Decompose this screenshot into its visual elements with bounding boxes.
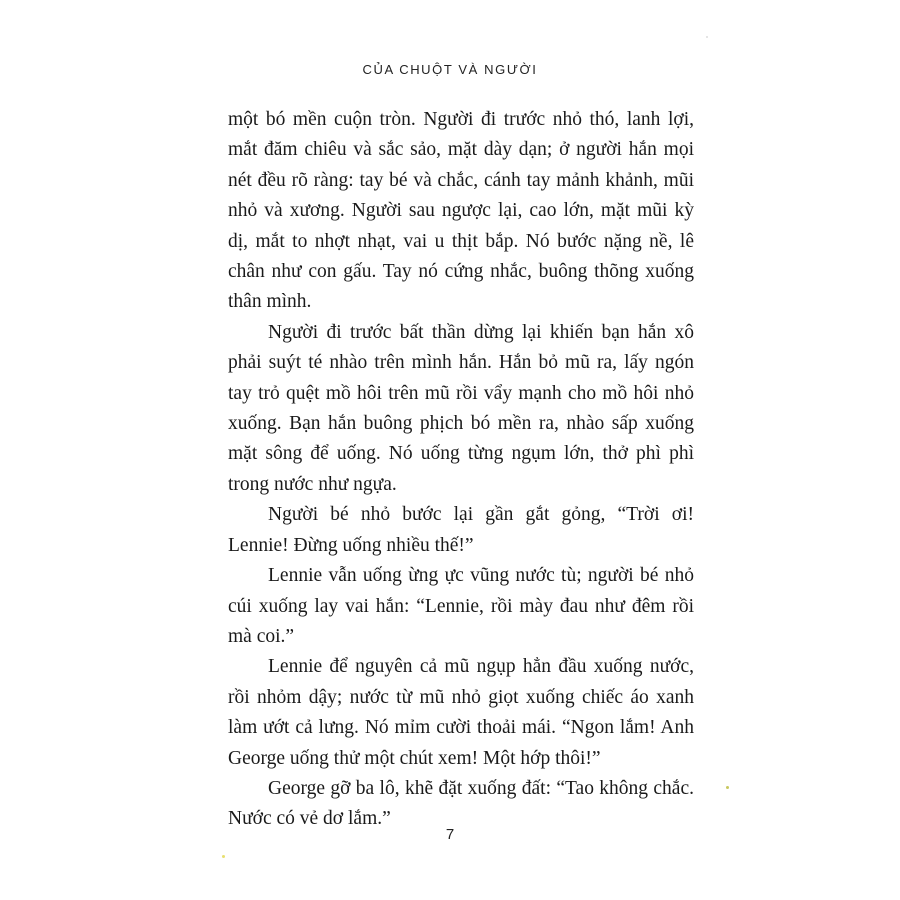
paper-speck <box>726 786 729 789</box>
paragraph-3: Người bé nhỏ bước lại gần gắt gỏng, “Trời ơi! Lennie! Đừng uống nhiều thế!” <box>228 504 694 556</box>
paragraph-5: Lennie để nguyên cả mũ ngụp hẳn đầu xuống nước, rồi nhỏm dậy; nước từ mũ nhỏ giọt xuống chiếc áo xanh làm ướt cả lưng. Nó mỉm cười thoải mái. “Ngon lắm! Anh George uống thử một chút xem! Một hớp thôi!” <box>228 656 694 769</box>
running-header-title: CỦA CHUỘT VÀ NGƯỜI <box>362 62 538 77</box>
paper-speck <box>222 855 225 858</box>
paragraph-1: một bó mền cuộn tròn. Người đi trước nhỏ thó, lanh lợi, mắt đăm chiêu và sắc sảo, mặt dày dạn; ở người hắn mọi nét đều rõ ràng: tay bé và chắc, cánh tay mảnh khảnh, mũi nhỏ và xương. Người sau ngược lại, cao lớn, mặt mũi kỳ dị, mắt to nhợt nhạt, vai u thịt bắp. Nó bước nặng nề, lê chân như con gấu. Tay nó cứng nhắc, buông thõng xuống thân mình. <box>228 109 694 313</box>
body-text <box>228 105 694 835</box>
page-number: 7 <box>445 826 455 843</box>
paper-speck <box>706 36 708 38</box>
paragraph-4: Lennie vẫn uống ừng ực vũng nước tù; người bé nhỏ cúi xuống lay vai hắn: “Lennie, rồi mày đau như đêm rồi mà coi.” <box>228 565 694 647</box>
paragraph-2: Người đi trước bất thần dừng lại khiến bạn hắn xô phải suýt té nhào trên mình hắn. Hắn bỏ mũ ra, lấy ngón tay trỏ quệt mồ hôi trên mũ rồi vẩy mạnh cho mồ hôi nhỏ xuống. Bạn hắn buông phịch bó mền ra, nhào sấp xuống mặt sông để uống. Nó uống từng ngụm lớn, thở phì phì trong nước như ngựa. <box>228 321 694 495</box>
paragraph-6: George gỡ ba lô, khẽ đặt xuống đất: “Tao không chắc. Nước có vẻ dơ lắm.” <box>228 777 694 830</box>
